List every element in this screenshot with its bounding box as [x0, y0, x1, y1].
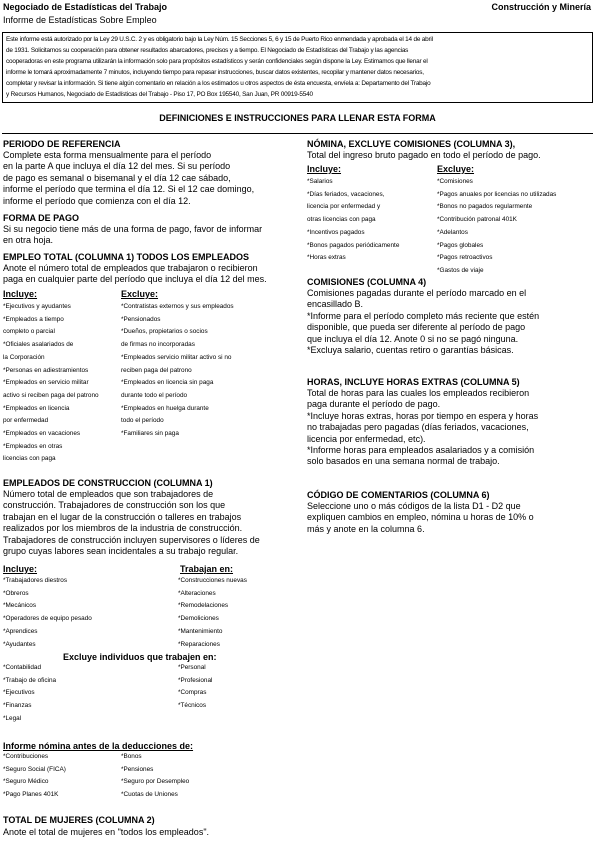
nomina-incluye-label: Incluye: [307, 164, 342, 174]
text-line: Anote el número total de empleados que trabajaron o recibieron [3, 263, 258, 273]
list-item: *Oficiales asalariados de [3, 341, 74, 349]
text-line: informe el período que termina el día 12. Si el 12 cae domingo, [3, 184, 255, 195]
list-item: *Días feriados, vacaciones, [307, 190, 385, 198]
text-line: *Informe para el período completo más reciente que estén [307, 310, 540, 321]
list-item: *Contribución patronal 401K [437, 216, 517, 224]
excluye-individuos-left [3, 662, 56, 726]
list-item: *Trabajo de oficina [3, 676, 57, 684]
divider [2, 133, 593, 134]
list-item: *Dueños, propietarios o socios [121, 328, 208, 336]
list-item: *Pagos retroactivos [437, 254, 493, 262]
nomina-antes-right [121, 751, 189, 802]
list-item: *Empleados en huelga durante [121, 404, 209, 412]
text-line: Complete esta forma mensualmente para el período [3, 150, 212, 160]
list-item: *Incentivos pagados [307, 228, 365, 236]
text-line: *Incluye horas extras, horas por tiempo en espera y horas [307, 410, 539, 421]
authorization-notice [2, 32, 593, 103]
text-line: paga en cualquier parte del período que incluya el día 12 del mes. [3, 274, 267, 285]
list-item: *Contabilidad [3, 664, 42, 671]
excluye-individuos-heading: Excluye individuos que trabajen en: [63, 652, 217, 662]
nomina-incluye-list [307, 176, 399, 265]
list-item: *Empleados en otras [3, 442, 63, 450]
list-item: *Cuotas de Uniones [121, 791, 178, 799]
list-item: *Empleados en vacaciones [3, 430, 81, 438]
list-item: *Empleados en servicio militar [3, 379, 89, 387]
industry-title: Construcción y Minería [491, 2, 591, 12]
section-heading-empleo-total: EMPLEO TOTAL (COLUMNA 1) TODOS LOS EMPLEADOS [3, 252, 250, 262]
report-title: Informe de Estadísticas Sobre Empleo [3, 15, 157, 25]
list-item: otras licencias con paga [307, 216, 376, 224]
list-item: *Bonos no pagados regularmente [437, 203, 533, 211]
forma-pago-text [3, 224, 262, 247]
section-heading-forma-pago: FORMA DE PAGO [3, 213, 79, 223]
list-item: *Contribuciones [3, 753, 49, 760]
list-item: la Corporación [3, 353, 45, 361]
section-heading-periodo: PERIODO DE REFERENCIA [3, 139, 121, 149]
bureau-title: Negociado de Estadísticas del Trabajo [3, 2, 168, 12]
text-line: de pago es semanal o bisemanal y el día 12 cae sábado, [3, 172, 231, 183]
empleo-total-text [3, 263, 267, 286]
list-item: *Obreros [3, 589, 29, 597]
periodo-text [3, 150, 254, 207]
list-item: *Personas en adiestramientos [3, 366, 89, 374]
list-item: *Salarios [307, 178, 333, 185]
notice-line: informe le tomará aproximadamente 7 minutos, incluyendo tiempo para repasar instrucciones, buscar datos existentes, recopilar y mantener datos necesarios, [6, 68, 424, 76]
list-item: *Ayudantes [3, 640, 36, 648]
list-item: *Adelantos [437, 228, 468, 236]
notice-line: completar y revisar la información. Si tiene algún comentario en relación a los estimados u otros aspectos de ésta encuesta, envíela a: Departamento del Trabajo [6, 79, 431, 87]
list-item: *Seguro por Desempleo [121, 778, 190, 786]
list-item: *Legal [3, 714, 22, 722]
text-line: Trabajadores de construcción incluyen supervisores o líderes de [3, 534, 260, 545]
trabajan-en-label: Trabajan en: [180, 564, 234, 574]
trabajan-en-list [178, 575, 247, 651]
text-line: *Informe horas para empleados asalariados y a comisión [307, 445, 535, 456]
list-item: *Bonos pagados periódicamente [307, 241, 400, 249]
notice-line: de 1931. Solicitamos su cooperación para obtener resultados abarcadores, precisos y a tiempo. El Negociado de Estadísticas del Trabajo y las agencias [6, 46, 409, 54]
page-title: DEFINICIONES E INSTRUCCIONES PARA LLENAR ESTA FORMA [159, 113, 436, 123]
section-heading-construccion: EMPLEADOS DE CONSTRUCCION (COLUMNA 1) [3, 478, 213, 488]
text-line: paga durante el período de pago. [307, 399, 441, 410]
text-line: en otra hoja. [3, 235, 54, 246]
text-line: *Excluya salario, cuentas retiro o garantías básicas. [307, 345, 514, 356]
list-item: *Horas extras [307, 254, 346, 262]
nomina-antes-heading: Informe nómina antes de la deducciones de: [3, 741, 194, 751]
list-item: *Empleados servicio militar activo si no [121, 353, 232, 361]
section-heading-nomina: NÓMINA, EXCLUYE COMISIONES (COLUMNA 3), [307, 139, 516, 149]
text-line: en la parte A que incluya el día 12 del mes. Si su período [3, 161, 231, 172]
construccion-incluye-list [3, 575, 92, 651]
list-item: *Remodelaciones [178, 602, 229, 610]
text-line: Si su negocio tiene más de una forma de pago, favor de informar [3, 224, 263, 234]
list-item: por enfermedad [3, 417, 49, 425]
list-item: *Personal [178, 664, 206, 671]
list-item: de firmas no incorporadas [121, 341, 195, 349]
text-line: grupo cuyas labores sean incidentales a su trabajo regular. [3, 546, 239, 557]
list-item: completo o parcial [3, 328, 55, 336]
list-item: *Bonos [121, 753, 142, 760]
list-item: *Empleados en licencia [3, 404, 70, 412]
list-item: *Familiares sin paga [121, 430, 179, 438]
list-item: *Empleados a tiempo [3, 315, 64, 323]
list-item: *Aprendices [3, 627, 38, 635]
nomina-excluye-list [437, 176, 556, 278]
list-item: *Construcciones nuevas [178, 577, 247, 584]
comentarios-text [307, 501, 534, 535]
text-line: solo basados en una semana normal de trabajo. [307, 456, 500, 467]
list-item: *Pagos globales [437, 241, 484, 249]
text-line: informe el período que comienza con el día 12. [3, 195, 191, 206]
list-item: *Finanzas [3, 702, 32, 710]
list-item: *Demoliciones [178, 615, 219, 623]
comisiones-text [307, 288, 539, 356]
incluye-label: Incluye: [3, 289, 38, 299]
list-item: activo si reciben paga del patrono [3, 391, 99, 399]
list-item: *Gastos de viaje [437, 266, 484, 274]
list-item: *Ejecutivos y ayudantes [3, 303, 71, 310]
list-item: *Pago Planes 401K [3, 791, 59, 799]
horas-text [307, 388, 538, 468]
nomina-excluye-label: Excluye: [437, 164, 475, 174]
text-line: Comisiones pagadas durante el período marcado en el [307, 288, 527, 298]
nomina-text: Total del ingreso bruto pagado en todo el período de pago. [307, 150, 541, 160]
list-item: *Reparaciones [178, 640, 220, 648]
list-item: *Pagos anuales por licencias no utilizadas [437, 190, 557, 198]
section-heading-horas: HORAS, INCLUYE HORAS EXTRAS (COLUMNA 5) [307, 377, 520, 387]
list-item: *Técnicos [178, 702, 207, 710]
text-line: que incluya el día 12. Anote 0 si no se pagó ninguna. [307, 333, 519, 344]
list-item: reciben paga del patrono [121, 366, 192, 374]
nomina-antes-left [3, 751, 66, 802]
notice-line: cooperadoras en este programa utilizarán la información solo para propósitos estadísticos y serán confidenciales según dispone la Ley. Estimamos que llenar el [6, 57, 428, 65]
list-item: *Empleados en licencia sin paga [121, 379, 214, 387]
list-item: todo el período [121, 417, 164, 425]
list-item: durante todo el período [121, 391, 188, 399]
list-item: *Seguro Médico [3, 778, 49, 786]
text-line: encasillado B. [307, 299, 364, 310]
text-line: Total de horas para las cuales los empleados recibieron [307, 388, 530, 398]
list-item: *Seguro Social (FICA) [3, 765, 66, 773]
list-item: licencias con paga [3, 455, 56, 463]
text-line: Número total de empleados que son trabajadores de [3, 489, 214, 499]
text-line: disponible, que pueda ser diferente al período de pago [307, 322, 526, 333]
section-heading-comisiones: COMISIONES (COLUMNA 4) [307, 277, 427, 287]
notice-line: y Recursos Humanos, Negociado de Estadísticas del Trabajo - Piso 17, PO Box 195540, San Juan, PR 00919-5540 [6, 90, 313, 98]
list-item: *Ejecutivos [3, 689, 35, 697]
list-item: *Mecánicos [3, 602, 37, 610]
mujeres-text: Anote el total de mujeres en "todos los empleados". [3, 827, 210, 837]
text-line: más y anote en la columna 6. [307, 523, 425, 534]
text-line: expliquen cambios en empleo, nómina u horas de 10% o [307, 512, 534, 523]
list-item: *Pensiones [121, 765, 154, 773]
section-heading-mujeres: TOTAL DE MUJERES (COLUMNA 2) [3, 815, 155, 825]
excluye-label: Excluye: [121, 289, 159, 299]
text-line: Seleccione uno o más códigos de la lista D1 - D2 que [307, 501, 521, 511]
list-item: *Alteraciones [178, 589, 216, 597]
text-line: licencia por enfermedad, etc). [307, 433, 426, 444]
empleo-excluye-list [121, 301, 234, 441]
list-item: licencia por enfermedad y [307, 203, 381, 211]
construccion-incluye-label: Incluye: [3, 564, 38, 574]
list-item: *Trabajadores diestros [3, 577, 68, 584]
list-item: *Mantenimiento [178, 627, 223, 635]
list-item: *Pensionados [121, 315, 161, 323]
list-item: *Compras [178, 689, 207, 697]
list-item: *Profesional [178, 676, 213, 684]
excluye-individuos-right [178, 662, 212, 713]
text-line: trabajan en el lugar de la construcción o talleres en trabajos [3, 511, 242, 522]
list-item: *Operadores de equipo pesado [3, 615, 92, 623]
section-heading-comentarios: CÓDIGO DE COMENTARIOS (COLUMNA 6) [307, 490, 490, 500]
text-line: no trabajadas pero pagadas (días feriados, vacaciones, [307, 422, 529, 433]
text-line: realizados por los miembros de la industria de construcción. [3, 523, 243, 534]
notice-line: Este informe está autorizado por la Ley 29 U.S.C. 2 y es obligatorio bajo la Ley Núm. 15 Secciones 5, 6 y 15 de Puerto Rico enmendada y aprobada el 14 de abril [6, 36, 433, 43]
list-item: *Contratistas externos y sus empleados [121, 303, 234, 310]
text-line: construcción. Trabajadores de construcción son los que [3, 500, 226, 511]
construccion-text [3, 489, 260, 557]
empleo-incluye-list [3, 301, 99, 466]
list-item: *Comisiones [437, 178, 473, 185]
